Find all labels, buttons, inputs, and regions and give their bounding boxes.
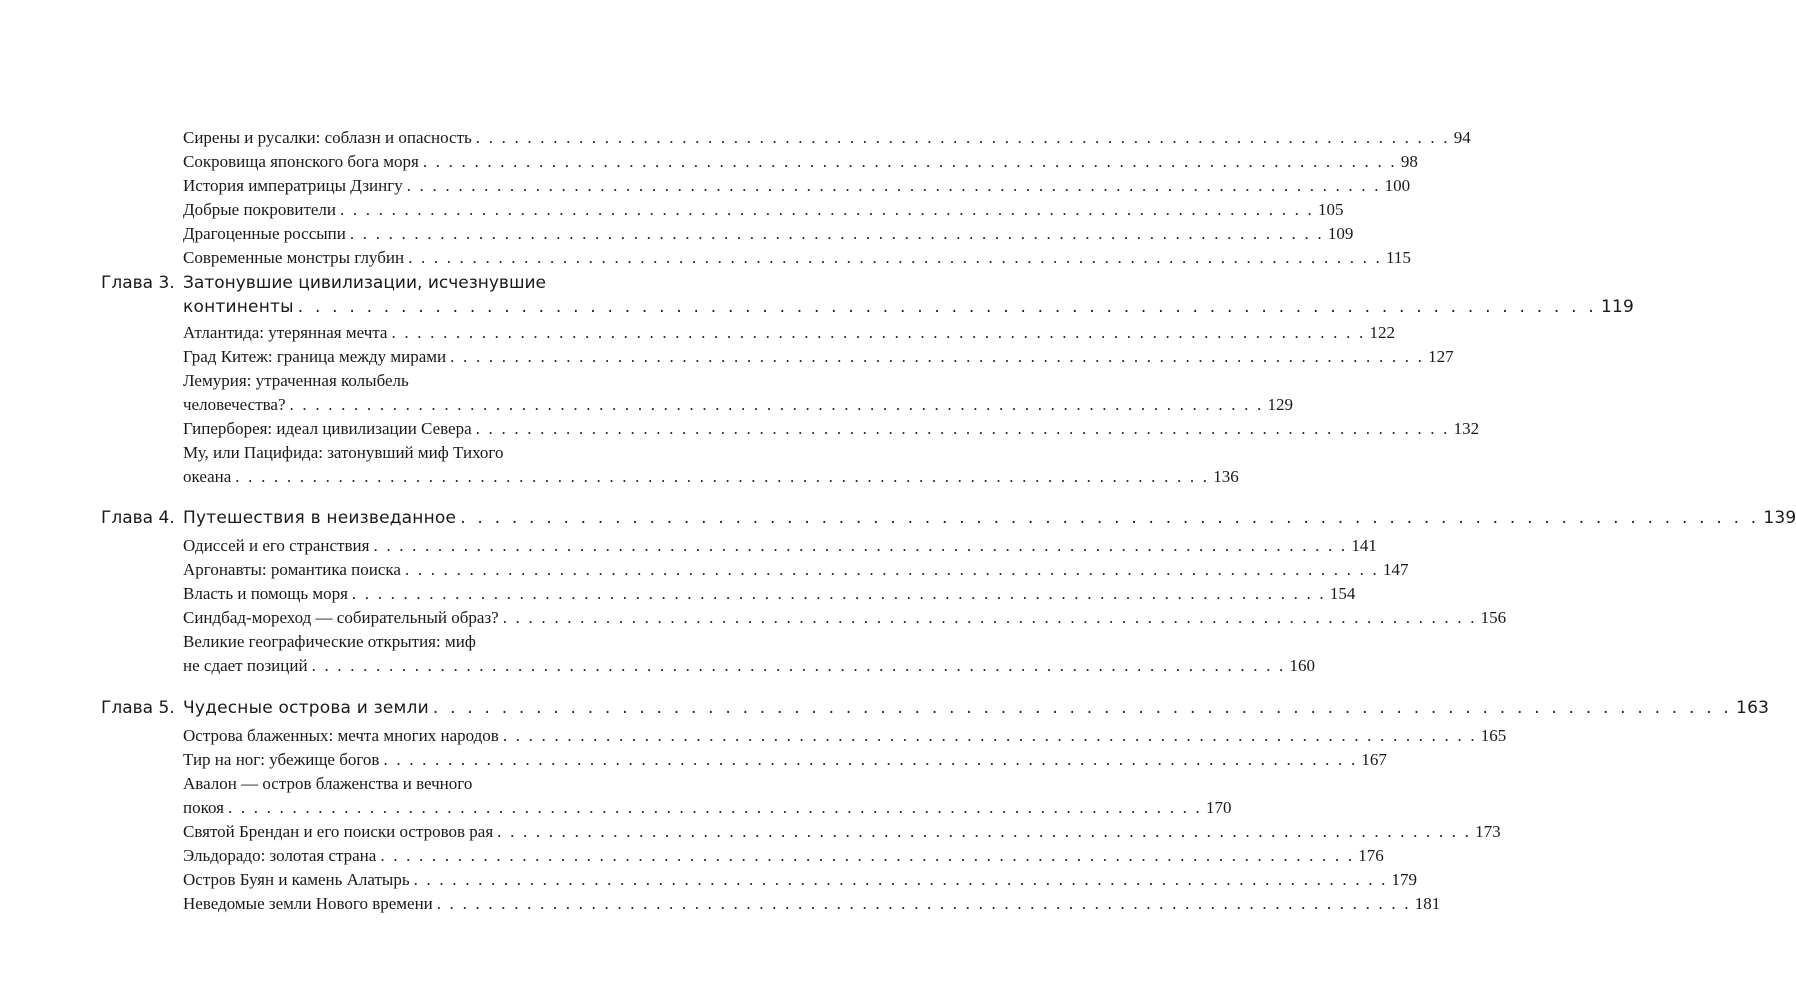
entry-page: 132 xyxy=(1453,419,1480,438)
toc-entry[interactable] xyxy=(183,797,1232,819)
entry-title: Великие географические открытия: миф xyxy=(183,632,476,651)
toc-entry[interactable] xyxy=(183,175,1411,197)
chapter-title[interactable]: Затонувшие цивилизации, исчезнувшие xyxy=(183,273,547,293)
toc-entry[interactable] xyxy=(183,725,1507,747)
entry-page: 160 xyxy=(1289,656,1316,675)
entry-page: 105 xyxy=(1317,200,1344,219)
entry-title: Остров Буян и камень Алатырь xyxy=(183,870,410,889)
entry-title: Сокровища японского бога моря xyxy=(183,152,419,171)
toc-entry[interactable] xyxy=(183,655,1316,677)
leader-dots: . . . . . . . . . . . . . . . . . . . . . . . . . . . . . . . . . . . . . . . . . . . . . . . . . . . . . . . . . . . . . . . . . . . . . . . . . . . . xyxy=(351,584,1326,603)
leader-dots: . . . . . . . . . . . . . . . . . . . . . . . . . . . . . . . . . . . . . . . . . . . . . . . . . . . . . . . . . . . . . . . . . . . . . . . . . . . . xyxy=(502,726,1477,745)
toc-entry[interactable] xyxy=(183,322,1395,344)
chapter-page: 163 xyxy=(1736,698,1770,718)
toc-entry[interactable] xyxy=(183,535,1377,557)
entry-page: 141 xyxy=(1351,536,1377,555)
leader-dots: . . . . . . . . . . . . . . . . . . . . . . . . . . . . . . . . . . . . . . . . . . . . . . . . . . . . . . . . . . . . . . . . . . . . . . . . . . . . xyxy=(413,870,1388,889)
entry-title: Святой Брендан и его поиски островов рая xyxy=(183,822,494,841)
toc-entry[interactable] xyxy=(183,346,1454,368)
chapter-title: Путешествия в неизведанное xyxy=(183,508,457,528)
toc-entry[interactable] xyxy=(183,821,1501,843)
leader-dots: . . . . . . . . . . . . . . . . . . . . . . . . . . . . . . . . . . . . . . . . . . . . . . . . . . . . . . . . . . . . . . . . . . . . . . . . . . . . xyxy=(235,467,1210,486)
leader-dots: . . . . . . . . . . . . . . . . . . . . . . . . . . . . . . . . . . . . . . . . . . . . . . . . . . . . . . . . . . . . . . . . . . . . . . . . . . . . xyxy=(228,798,1202,817)
chapter-title: Чудесные острова и земли xyxy=(183,698,429,718)
leader-dots: . . . . . . . . . . . . . . . . . . . . . . . . . . . . . . . . . . . . . . . . . . . . . . . . . . . . . . . . . . . . . . . . . . . . . . . . . . . . xyxy=(404,560,1379,579)
entry-title: Добрые покровители xyxy=(183,200,336,219)
toc-entry[interactable] xyxy=(183,607,1507,629)
chapter-page: 119 xyxy=(1600,297,1634,317)
leader-dots: . . . . . . . . . . . . . . . . . . . . . . . . . . . . . . . . . . . . . . . . . . . . . . . . . . . . . . . . . . . . . . . . . . . . . . . . . . . . xyxy=(311,656,1286,675)
toc-entry[interactable] xyxy=(183,583,1356,605)
leader-dots: . . . . . . . . . . . . . . . . . . . . . . . . . . . . . . . . . . . . . . . . . . . . . . . . . . . . . . . . . . . . . . . . . . . . . . . . . . . . xyxy=(436,894,1411,913)
toc-entry-line1[interactable] xyxy=(183,442,545,464)
toc-chapter[interactable] xyxy=(183,697,1770,719)
toc-entry-line1[interactable] xyxy=(183,370,545,392)
entry-title: Эльдорадо: золотая страна xyxy=(183,846,377,865)
entry-page: 122 xyxy=(1369,323,1395,342)
leader-dots: . . . . . . . . . . . . . . . . . . . . . . . . . . . . . . . . . . . . . . . . . . . . . . . . . . . . . . . . . . . . . . . . . . . . . . . . . . . . xyxy=(422,152,1397,171)
toc-entry-line1[interactable] xyxy=(183,631,545,653)
entry-title: Аргонавты: романтика поиска xyxy=(183,560,401,579)
entry-title: Град Китеж: граница между мирами xyxy=(183,347,447,366)
toc-entry[interactable] xyxy=(183,559,1409,581)
chapter-label: Глава 3. xyxy=(101,273,175,293)
toc-chapter[interactable] xyxy=(183,296,1634,318)
leader-dots: . . . . . . . . . . . . . . . . . . . . . . . . . . . . . . . . . . . . . . . . . . . . . . . . . . . . . . . . . . . . . . . . . . . . . . . . . . . . xyxy=(380,846,1355,865)
entry-page: 181 xyxy=(1414,894,1441,913)
entry-title: Власть и помощь моря xyxy=(183,584,348,603)
leader-dots: . . . . . . . . . . . . . . . . . . . . . . . . . . . . . . . . . . . . . . . . . . . . . . . . . . . . . . . . . . . . . . . . . . . . . . . . . . . . xyxy=(408,248,1383,267)
toc-entry[interactable] xyxy=(183,151,1418,173)
entry-page: 109 xyxy=(1327,224,1354,243)
entry-page: 179 xyxy=(1391,870,1418,889)
toc-entry[interactable] xyxy=(183,199,1344,221)
toc-entry[interactable] xyxy=(183,418,1480,440)
chapter-label: Глава 5. xyxy=(101,698,175,718)
leader-dots: . . . . . . . . . . . . . . . . . . . . . . . . . . . . . . . . . . . . . . . . . . . . . . . . . . . . . . . . . . . . . . . . . . . . . . . . . . . . xyxy=(373,536,1348,555)
entry-title: История императрицы Дзингу xyxy=(183,176,403,195)
entry-title: Тир на ног: убежище богов xyxy=(183,750,380,769)
entry-page: 167 xyxy=(1361,750,1387,769)
entry-page: 176 xyxy=(1358,846,1384,865)
entry-title: Атлантида: утерянная мечта xyxy=(183,323,388,342)
entry-page: 136 xyxy=(1213,467,1239,486)
entry-title: Одиссей и его странствия xyxy=(183,536,370,555)
entry-title: Неведомые земли Нового времени xyxy=(183,894,433,913)
toc-entry[interactable] xyxy=(183,893,1441,915)
entry-page: 100 xyxy=(1384,176,1411,195)
entry-page: 127 xyxy=(1428,347,1454,366)
entry-title: Авалон — остров блаженства и вечного xyxy=(183,774,473,793)
entry-title: Сирены и русалки: соблазн и опасность xyxy=(183,128,472,147)
leader-dots: . . . . . . . . . . . . . . . . . . . . . . . . . . . . . . . . . . . . . . . . . . . . . . . . . . . . . . . . . . . . . . . . . . . . . . . . . . . . xyxy=(502,608,1477,627)
toc-entry[interactable] xyxy=(183,247,1411,269)
leader-dots: . . . . . . . . . . . . . . . . . . . . . . . . . . . . . . . . . . . . . . . . . . . . . . . . . . . . . . . . . . . . . . . . . . . . . . . . . . . . xyxy=(297,297,1597,317)
toc-entry-line1[interactable] xyxy=(183,773,545,795)
entry-page: 170 xyxy=(1205,798,1232,817)
entry-title: океана xyxy=(183,467,232,486)
entry-page: 98 xyxy=(1400,152,1418,171)
entry-title: Современные монстры глубин xyxy=(183,248,405,267)
entry-page: 173 xyxy=(1475,822,1501,841)
leader-dots: . . . . . . . . . . . . . . . . . . . . . . . . . . . . . . . . . . . . . . . . . . . . . . . . . . . . . . . . . . . . . . . . . . . . . . . . . . . . xyxy=(340,200,1314,219)
leader-dots: . . . . . . . . . . . . . . . . . . . . . . . . . . . . . . . . . . . . . . . . . . . . . . . . . . . . . . . . . . . . . . . . . . . . . . . . . . . . xyxy=(475,419,1450,438)
leader-dots: . . . . . . . . . . . . . . . . . . . . . . . . . . . . . . . . . . . . . . . . . . . . . . . . . . . . . . . . . . . . . . . . . . . . . . . . . . . . xyxy=(460,508,1760,528)
leader-dots: . . . . . . . . . . . . . . . . . . . . . . . . . . . . . . . . . . . . . . . . . . . . . . . . . . . . . . . . . . . . . . . . . . . . . . . . . . . . xyxy=(475,128,1450,147)
entry-title: человечества? xyxy=(183,395,286,414)
entry-page: 165 xyxy=(1480,726,1507,745)
chapter-title: континенты xyxy=(183,297,294,317)
leader-dots: . . . . . . . . . . . . . . . . . . . . . . . . . . . . . . . . . . . . . . . . . . . . . . . . . . . . . . . . . . . . . . . . . . . . . . . . . . . . xyxy=(497,822,1472,841)
entry-page: 94 xyxy=(1453,128,1471,147)
leader-dots: . . . . . . . . . . . . . . . . . . . . . . . . . . . . . . . . . . . . . . . . . . . . . . . . . . . . . . . . . . . . . . . . . . . . . . . . . . . . xyxy=(383,750,1358,769)
entry-title: покоя xyxy=(183,798,224,817)
entry-page: 129 xyxy=(1267,395,1293,414)
toc-entry[interactable] xyxy=(183,749,1387,771)
toc-chapter[interactable] xyxy=(183,507,1796,529)
entry-page: 115 xyxy=(1386,248,1411,267)
leader-dots: . . . . . . . . . . . . . . . . . . . . . . . . . . . . . . . . . . . . . . . . . . . . . . . . . . . . . . . . . . . . . . . . . . . . . . . . . . . . xyxy=(391,323,1366,342)
leader-dots: . . . . . . . . . . . . . . . . . . . . . . . . . . . . . . . . . . . . . . . . . . . . . . . . . . . . . . . . . . . . . . . . . . . . . . . . . . . . xyxy=(450,347,1425,366)
entry-title: Острова блаженных: мечта многих народов xyxy=(183,726,499,745)
entry-page: 147 xyxy=(1382,560,1409,579)
entry-title: Лемурия: утраченная колыбель xyxy=(183,371,409,390)
toc-entry[interactable] xyxy=(183,394,1293,416)
entry-title: Драгоценные россыпи xyxy=(183,224,346,243)
toc-entry[interactable] xyxy=(183,869,1418,891)
chapter-page: 139 xyxy=(1763,508,1796,528)
toc-entry[interactable] xyxy=(183,127,1471,149)
leader-dots: . . . . . . . . . . . . . . . . . . . . . . . . . . . . . . . . . . . . . . . . . . . . . . . . . . . . . . . . . . . . . . . . . . . . . . . . . . . . xyxy=(349,224,1324,243)
chapter-label: Глава 4. xyxy=(101,508,175,528)
leader-dots: . . . . . . . . . . . . . . . . . . . . . . . . . . . . . . . . . . . . . . . . . . . . . . . . . . . . . . . . . . . . . . . . . . . . . . . . . . . . xyxy=(406,176,1381,195)
toc-entry[interactable] xyxy=(183,466,1239,488)
leader-dots: . . . . . . . . . . . . . . . . . . . . . . . . . . . . . . . . . . . . . . . . . . . . . . . . . . . . . . . . . . . . . . . . . . . . . . . . . . . . xyxy=(432,698,1733,718)
entry-title: Гиперборея: идеал цивилизации Севера xyxy=(183,419,472,438)
entry-title: Му, или Пацифида: затонувший миф Тихого xyxy=(183,443,504,462)
entry-title: Синдбад-мореход — собирательный образ? xyxy=(183,608,499,627)
entry-page: 154 xyxy=(1329,584,1356,603)
leader-dots: . . . . . . . . . . . . . . . . . . . . . . . . . . . . . . . . . . . . . . . . . . . . . . . . . . . . . . . . . . . . . . . . . . . . . . . . . . . . xyxy=(289,395,1264,414)
entry-title: не сдает позиций xyxy=(183,656,308,675)
entry-page: 156 xyxy=(1480,608,1507,627)
toc-entry[interactable] xyxy=(183,223,1354,245)
toc-entry[interactable] xyxy=(183,845,1384,867)
